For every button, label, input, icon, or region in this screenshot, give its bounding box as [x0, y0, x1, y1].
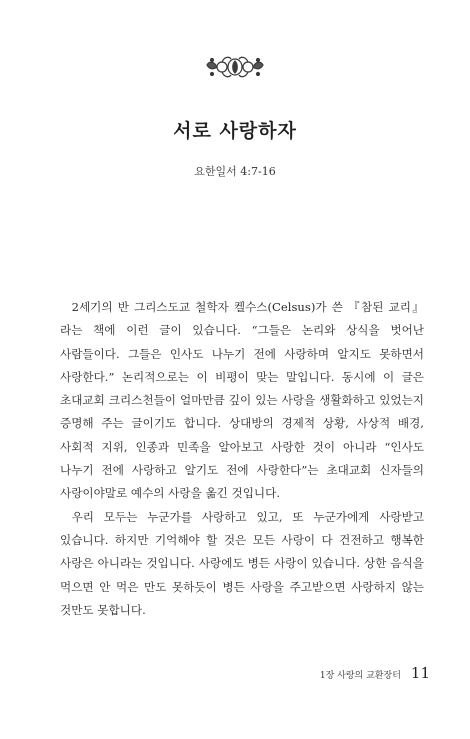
scripture-reference: 요한일서 4:7-16 — [194, 165, 276, 178]
page-number: 11 — [410, 664, 430, 682]
running-head: 1장 사랑의 교환장터 — [319, 671, 401, 681]
paragraph: 2세기의 반 그리스도교 철학자 켈수스(Celsus)가 쓴 『참된 교리』라는 책에 이런 글이 있습니다. “그들은 논리와 상식을 벗어난 사람들이다. 그들은 인사도 나누기 전에 사랑하며 알지도 못하면서 사랑한다.” 논리적으로는 이 비평이 맞는 말입니다. 동시에 이 글은 초대교회 크리스천들이 얼마만큼 깊이 있는 사랑을 생활화하고 있었는지 증명해 주는 글이기도 합니다. 상대방의 경제적 상황, 사상적 배경, 사회적 지위, 인종과 민족을 알아보고 사랑한 것이 아니라 “인사도 나누기 전에 사랑하고 알기도 전에 사랑한다”는 초대교회 신자들의 사랑이야말로 예수의 사랑을 옮긴 것입니다. — [60, 300, 424, 501]
floral-ornament-icon — [204, 53, 266, 81]
paragraph: 우리 모두는 누군가를 사랑하고 있고, 또 누군가에게 사랑받고 있습니다. 하지만 기억해야 할 것은 모든 사랑이 다 건전하고 행복한 사랑은 아니라는 것입니다. 사랑에도 병든 사랑이 있습니다. 상한 음식을 먹으면 안 먹은 만도 못하듯이 병든 사랑을 주고받으면 사랑하지 않는 것만도 못합니다. — [60, 509, 424, 617]
chapter-title: 서로 사랑하자 — [173, 120, 297, 142]
body-text — [60, 296, 424, 622]
page-footer — [320, 664, 430, 682]
